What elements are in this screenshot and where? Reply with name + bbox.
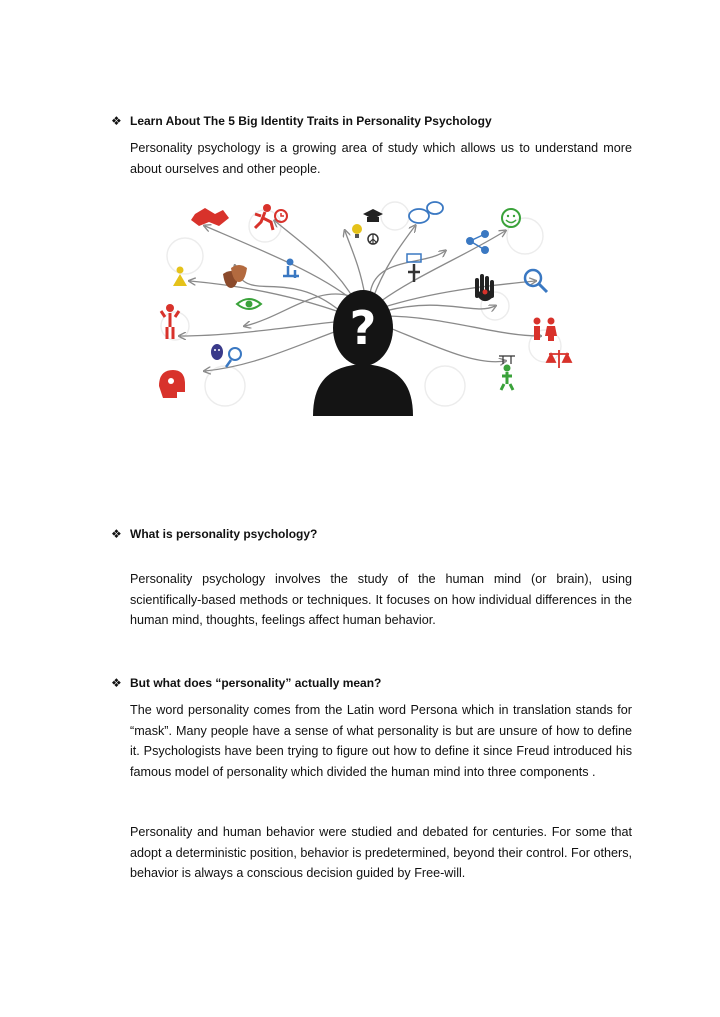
section-body bbox=[130, 569, 632, 631]
paragraph: Personality psychology is a growing area of study which allows us to understand more about ourselves and other people. bbox=[130, 141, 632, 176]
graduation-cap-icon bbox=[363, 209, 383, 222]
magnifier-icon bbox=[525, 270, 547, 292]
silhouette-head bbox=[313, 290, 413, 416]
meditation-icon bbox=[173, 267, 187, 287]
scales-icon bbox=[547, 350, 571, 368]
section-body bbox=[130, 822, 632, 884]
heading-text: But what does “personality” actually mean? bbox=[130, 676, 382, 690]
hand-icon bbox=[475, 276, 494, 301]
personality-illustration bbox=[145, 196, 575, 416]
section-heading bbox=[111, 113, 492, 129]
heading-text: What is personality psychology? bbox=[130, 527, 318, 541]
peace-icon bbox=[368, 234, 378, 244]
section-heading bbox=[111, 526, 317, 542]
mirror-icon bbox=[226, 348, 241, 367]
eye-icon bbox=[237, 299, 261, 309]
section-body bbox=[130, 138, 632, 179]
heading-text: Learn About The 5 Big Identity Traits in Personality Psychology bbox=[130, 114, 492, 128]
lightbulb-icon bbox=[352, 224, 362, 238]
diamond-bullet-icon: ❖ bbox=[111, 676, 122, 690]
section-heading bbox=[111, 675, 381, 691]
face-icon bbox=[211, 344, 223, 360]
question-mark-icon: ? bbox=[349, 301, 377, 355]
theater-mask-icon bbox=[223, 265, 247, 288]
paragraph: Personality and human behavior were studied and debated for centuries. For some that adopt a deterministic position, behavior is predetermined, beyond their control. For others, behavior is always a conscious decision guided by Free-will. bbox=[130, 825, 632, 880]
section-body bbox=[130, 700, 632, 782]
handshake-icon bbox=[191, 208, 229, 226]
chat-bubbles-icon bbox=[409, 202, 443, 223]
diamond-bullet-icon: ❖ bbox=[111, 114, 122, 128]
running-person-icon bbox=[255, 204, 273, 230]
diamond-bullet-icon: ❖ bbox=[111, 527, 122, 541]
paragraph: Personality psychology involves the study of the human mind (or brain), using scientifically-based methods or techniques. It focuses on how individual differences in the human mind, thoughts, feelings affect human behavior. bbox=[130, 572, 632, 627]
couple-icon bbox=[534, 318, 558, 342]
head-gears-icon bbox=[159, 370, 185, 398]
paragraph: The word personality comes from the Latin word Persona which in translation stands for “mask”. Many people have a sense of what personality is but are unsure of how to define it. Psychologists have been trying to figure out how to define it since Freud introduced his famous model of personality which divided the human mind into three components . bbox=[130, 703, 632, 779]
